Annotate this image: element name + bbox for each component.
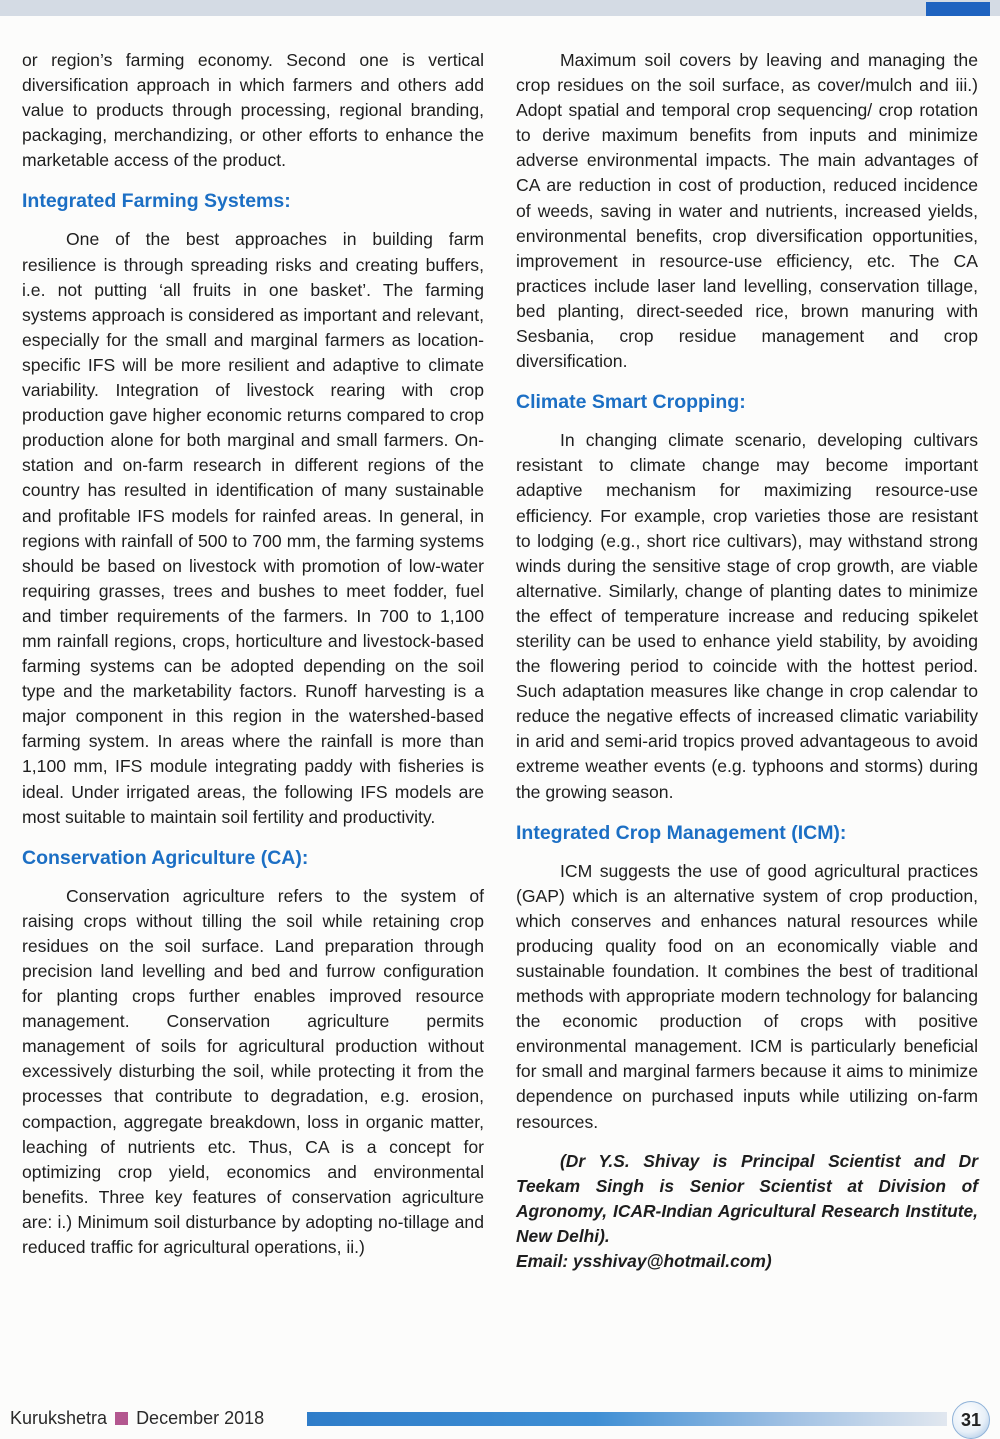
author-note xyxy=(516,1149,978,1274)
author-email: Email: ysshivay@hotmail.com) xyxy=(516,1250,772,1271)
page-footer xyxy=(0,1400,1000,1437)
heading-integrated-farming-systems: Integrated Farming Systems: xyxy=(22,190,291,213)
publication-name: Kurukshetra xyxy=(10,1408,108,1428)
paragraph-ca-continued: Maximum soil covers by leaving and managing the crop residues on the soil surface, as cover/mulch and iii.) Adopt spatial and temporal crop sequencing/ crop rotation to derive maximum benefits from inputs and minimize adverse environmental impacts. The main advantages of CA are reduction in cost of production, reduced incidence of weeds, saving in water and nutrients, increased yields, environmental benefits, crop diversification opportunities, improvement in resource-use efficiency, etc. The CA practices include laser land levelling, conservation tillage, bed planting, direct-seeded rice, brown manuring with Sesbania, crop residue management and crop diversification. xyxy=(516,50,978,372)
footer-publication xyxy=(10,1408,264,1429)
paragraph-ca: Conservation agriculture refers to the system of raising crops without tilling the soil while retaining crop residues on the soil surface. Land preparation through precision land levelling and bed and furrow configuration for planting crops further enables improved resource management. Conservation agriculture permits management of soils for agricultural production without excessively disturbing the soil, while protecting it from the processes that contribute to degradation, e.g. erosion, compaction, aggregate breakdown, loss in organic matter, leaching of nutrients etc. Thus, CA is a concept for optimizing crop yield, economics and environmental benefits. Three key features of conservation agriculture are: i.) Minimum soil disturbance by adopting no-tillage and reduced traffic for agricultural operations, ii.) xyxy=(22,885,484,1258)
header-accent-block xyxy=(926,2,990,16)
heading-conservation-agriculture: Conservation Agriculture (CA): xyxy=(22,846,309,869)
heading-integrated-crop-management: Integrated Crop Management (ICM): xyxy=(516,821,847,844)
heading-climate-smart-cropping: Climate Smart Cropping: xyxy=(516,391,746,414)
paragraph-icm: ICM suggests the use of good agricultural practices (GAP) which is an alternative system of crop production, which conserves and enhances natural resources while producing quality food on an economically viable and sustainable foundation. It combines the best of traditional methods with appropriate modern technology for balancing the economic production of crops with positive environmental management. ICM is particularly beneficial for small and marginal farmers because it aims to minimize dependence on purchased inputs while utilizing on-farm resources. xyxy=(516,860,978,1132)
footer-gradient-bar xyxy=(307,1412,947,1426)
paragraph-ifs: One of the best approaches in building farm resilience is through spreading risks and creating buffers, i.e. not putting ‘all fruits in one basket’. The farming systems approach is considered as important and relevant, especially for the small and marginal farmers as location-specific IFS will be more resilient and adaptive to climate variability. Integration of livestock rearing with crop production gave higher economic returns compared to crop production alone for both marginal and small farmers. On-station and on-farm research in different regions of the country has resulted in identification of many sustainable and profitable IFS models for rainfed areas. In general, in regions with rainfall of 500 to 700 mm, the farming systems should be based on livestock with promotion of low-water requiring grasses, trees and bushes to meet fodder, fuel and timber requirements of the farmers. In 700 to 1,100 mm rainfall regions, crops, horticulture and livestock-based farming systems can be adopted depending on the soil type and the marketability factors. Runoff harvesting is a major component in this region in the watershed-based farming system. In areas where the rainfall is more than 1,100 mm, IFS module integrating paddy with fisheries is ideal. Under irrigated areas, the following IFS models are most suitable to maintain soil fertility and productivity. xyxy=(22,229,484,827)
header-band xyxy=(0,0,1000,16)
square-separator-icon xyxy=(115,1412,128,1425)
paragraph-intro: or region’s farming economy. Second one is vertical diversification approach in which farmers and others add value to products through processing, regional branding, packaging, merchandizing, or other efforts to enhance the marketable access of the product. xyxy=(22,50,484,171)
left-column xyxy=(22,48,484,1260)
paragraph-csc: In changing climate scenario, developing cultivars resistant to climate change may become important adaptive mechanism for maximizing resource-use efficiency. For example, crop varieties those are resistant to lodging (e.g., short rice cultivars), may withstand strong winds during the sensitive stage of crop growth, are viable alternative. Similarly, change of planting dates to minimize the effect of temperature increase and reducing spikelet sterility can be used to enhance yield stability, by avoiding the flowering period to coincide with the hottest period. Such adaptation measures like change in crop calendar to reduce the negative effects of increased climatic variability in arid and semi-arid tropics proved advantageous to avoid extreme weather events (e.g. typhoons and storms) during the growing season. xyxy=(516,430,978,802)
issue-date: December 2018 xyxy=(136,1408,265,1428)
page-number-badge: 31 xyxy=(952,1401,990,1439)
right-column xyxy=(516,48,978,1274)
author-note-text: (Dr Y.S. Shivay is Principal Scientist and Dr Teekam Singh is Senior Scientist at Division of Agronomy, ICAR-Indian Agricultural Research Institute, New Delhi). xyxy=(516,1150,978,1246)
